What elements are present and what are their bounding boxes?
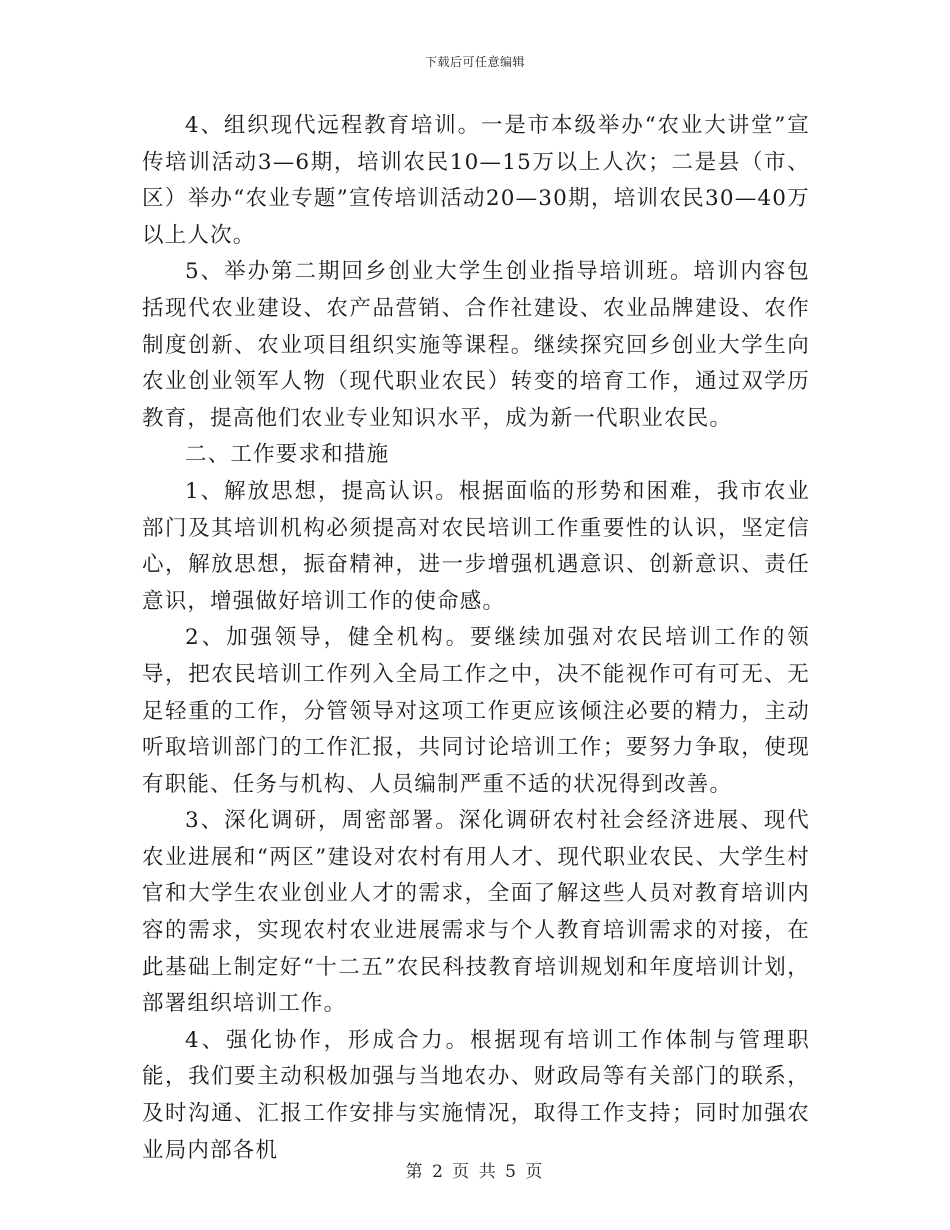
document-body: [142, 108, 810, 1169]
paragraph-strengthen-leadership: 2、加强领导，健全机构。要继续加强对农民培训工作的领导，把农民培训工作列入全局工作之中，决不能视作可有可无、无足轻重的工作，分管领导对这项工作更应该倾注必要的精力，主动听取培训部门的工作汇报，共同讨论培训工作；要努力争取，使现有职能、任务与机构、人员编制严重不适的状况得到改善。: [142, 625, 810, 797]
paragraph-strengthen-cooperation: 4、强化协作，形成合力。根据现有培训工作体制与管理职能，我们要主动积极加强与当地农办、财政局等有关部门的联系，及时沟通、汇报工作安排与实施情况，取得工作支持；同时加强农业局内部各机: [142, 1027, 810, 1163]
paragraph-deepen-research: 3、深化调研，周密部署。深化调研农村社会经济进展、现代农业进展和“两区”建设对农村有用人才、现代职业农民、大学生村官和大学生农业创业人才的需求，全面了解这些人员对教育培训内容的需求，实现农村农业进展需求与个人教育培训需求的对接，在此基础上制定好“十二五”农民科技教育培训规划和年度培训计划，部署组织培训工作。: [142, 808, 810, 1017]
section-heading-requirements: 二、工作要求和措施: [185, 442, 390, 468]
page-header-note: 下载后可任意编辑: [424, 55, 525, 69]
paragraph-distance-education: 4、组织现代远程教育培训。一是市本级举办“农业大讲堂”宣传培训活动3—6期，培训农民10—15万以上人次；二是县（市、区）举办“农业专题”宣传培训活动20—30期，培训农民30—40万以上人次。: [142, 113, 810, 248]
page-number: 第 2 页 共 5 页: [405, 1162, 545, 1182]
paragraph-entrepreneurship-training: 5、举办第二期回乡创业大学生创业指导培训班。培训内容包括现代农业建设、农产品营销、合作社建设、农业品牌建设、农作制度创新、农业项目组织实施等课程。继续探究回乡创业大学生向农业创业领军人物（现代职业农民）转变的培育工作，通过双学历教育，提高他们农业专业知识水平，成为新一代职业农民。: [142, 259, 810, 431]
paragraph-liberate-thinking: 1、解放思想，提高认识。根据面临的形势和困难，我市农业部门及其培训机构必须提高对农民培训工作重要性的认识，坚定信心，解放思想，振奋精神，进一步增强机遇意识、创新意识、责任意识，增强做好培训工作的使命感。: [142, 478, 810, 614]
